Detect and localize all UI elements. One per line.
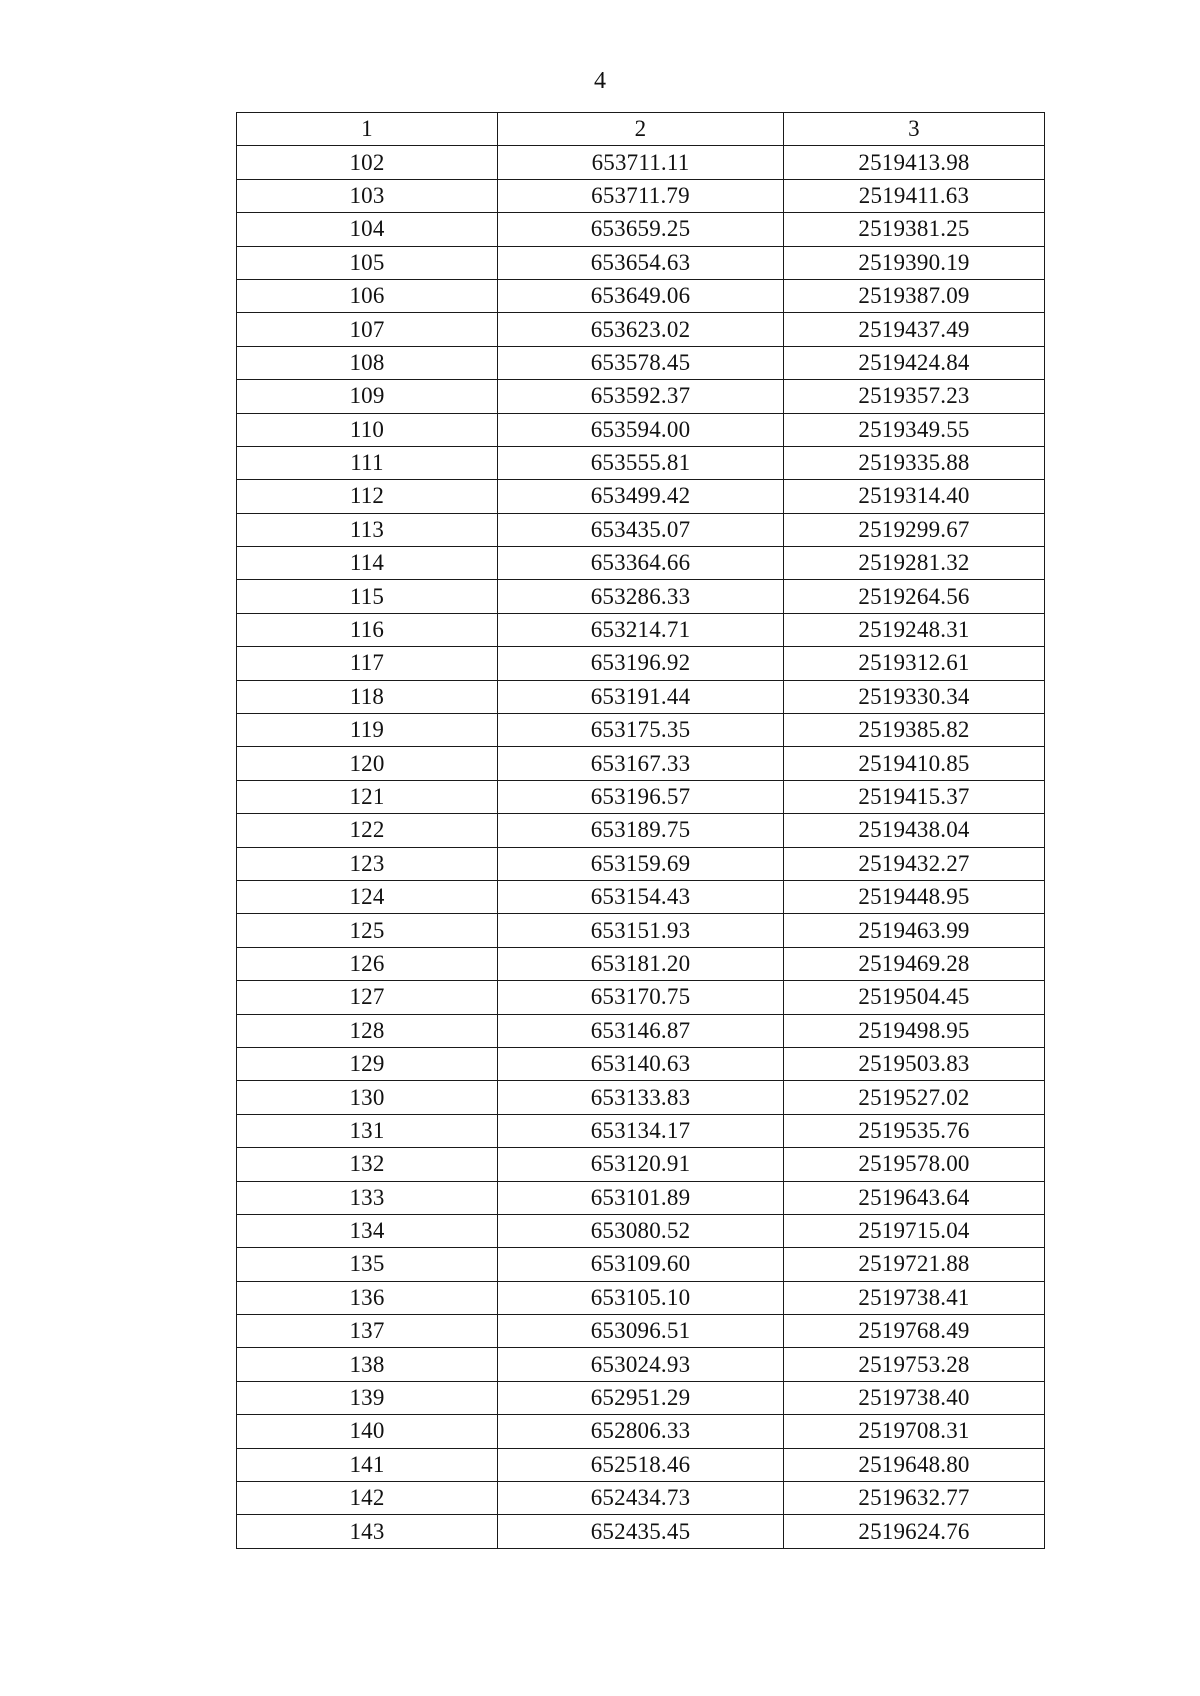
table-row — [237, 513, 1045, 546]
y-coordinate-cell: 2519248.31 — [784, 613, 1045, 646]
x-coordinate-cell: 653189.75 — [498, 814, 784, 847]
table-row — [237, 1148, 1045, 1181]
table-row — [237, 1415, 1045, 1448]
column-header-1: 1 — [237, 113, 498, 146]
x-coordinate-cell: 653214.71 — [498, 613, 784, 646]
x-coordinate-cell: 653578.45 — [498, 346, 784, 379]
point-number-cell: 102 — [237, 146, 498, 179]
y-coordinate-cell: 2519463.99 — [784, 914, 1045, 947]
point-number-cell: 130 — [237, 1081, 498, 1114]
y-coordinate-cell: 2519632.77 — [784, 1482, 1045, 1515]
point-number-cell: 109 — [237, 380, 498, 413]
y-coordinate-cell: 2519264.56 — [784, 580, 1045, 613]
point-number-cell: 125 — [237, 914, 498, 947]
x-coordinate-cell: 653024.93 — [498, 1348, 784, 1381]
x-coordinate-cell: 653499.42 — [498, 480, 784, 513]
x-coordinate-cell: 653175.35 — [498, 714, 784, 747]
table-row — [237, 413, 1045, 446]
point-number-cell: 140 — [237, 1415, 498, 1448]
point-number-cell: 123 — [237, 847, 498, 880]
y-coordinate-cell: 2519708.31 — [784, 1415, 1045, 1448]
point-number-cell: 126 — [237, 947, 498, 980]
point-number-cell: 117 — [237, 647, 498, 680]
x-coordinate-cell: 653101.89 — [498, 1181, 784, 1214]
point-number-cell: 132 — [237, 1148, 498, 1181]
point-number-cell: 111 — [237, 446, 498, 479]
coordinates-table — [236, 112, 1045, 1549]
y-coordinate-cell: 2519381.25 — [784, 213, 1045, 246]
y-coordinate-cell: 2519503.83 — [784, 1047, 1045, 1080]
x-coordinate-cell: 652951.29 — [498, 1381, 784, 1414]
point-number-cell: 124 — [237, 880, 498, 913]
y-coordinate-cell: 2519648.80 — [784, 1448, 1045, 1481]
y-coordinate-cell: 2519504.45 — [784, 981, 1045, 1014]
x-coordinate-cell: 652434.73 — [498, 1482, 784, 1515]
y-coordinate-cell: 2519715.04 — [784, 1214, 1045, 1247]
y-coordinate-cell: 2519721.88 — [784, 1248, 1045, 1281]
x-coordinate-cell: 653120.91 — [498, 1148, 784, 1181]
point-number-cell: 103 — [237, 179, 498, 212]
table-row — [237, 1181, 1045, 1214]
y-coordinate-cell: 2519578.00 — [784, 1148, 1045, 1181]
y-coordinate-cell: 2519753.28 — [784, 1348, 1045, 1381]
point-number-cell: 112 — [237, 480, 498, 513]
x-coordinate-cell: 653649.06 — [498, 279, 784, 312]
table-row — [237, 1381, 1045, 1414]
table-row — [237, 1482, 1045, 1515]
table-row — [237, 1348, 1045, 1381]
y-coordinate-cell: 2519438.04 — [784, 814, 1045, 847]
y-coordinate-cell: 2519624.76 — [784, 1515, 1045, 1548]
table-row — [237, 914, 1045, 947]
y-coordinate-cell: 2519281.32 — [784, 547, 1045, 580]
point-number-cell: 106 — [237, 279, 498, 312]
table-row — [237, 313, 1045, 346]
y-coordinate-cell: 2519330.34 — [784, 680, 1045, 713]
table-row — [237, 1248, 1045, 1281]
table-row — [237, 814, 1045, 847]
point-number-cell: 110 — [237, 413, 498, 446]
x-coordinate-cell: 653623.02 — [498, 313, 784, 346]
x-coordinate-cell: 653146.87 — [498, 1014, 784, 1047]
table-row — [237, 480, 1045, 513]
table-row — [237, 1047, 1045, 1080]
x-coordinate-cell: 653196.57 — [498, 780, 784, 813]
x-coordinate-cell: 652435.45 — [498, 1515, 784, 1548]
y-coordinate-cell: 2519527.02 — [784, 1081, 1045, 1114]
table-row — [237, 780, 1045, 813]
y-coordinate-cell: 2519448.95 — [784, 880, 1045, 913]
table-row — [237, 580, 1045, 613]
x-coordinate-cell: 653151.93 — [498, 914, 784, 947]
column-header-3: 3 — [784, 113, 1045, 146]
point-number-cell: 121 — [237, 780, 498, 813]
table-row — [237, 246, 1045, 279]
table-row — [237, 179, 1045, 212]
column-header-2: 2 — [498, 113, 784, 146]
x-coordinate-cell: 653134.17 — [498, 1114, 784, 1147]
table-row — [237, 1014, 1045, 1047]
y-coordinate-cell: 2519738.40 — [784, 1381, 1045, 1414]
point-number-cell: 107 — [237, 313, 498, 346]
y-coordinate-cell: 2519299.67 — [784, 513, 1045, 546]
y-coordinate-cell: 2519432.27 — [784, 847, 1045, 880]
y-coordinate-cell: 2519390.19 — [784, 246, 1045, 279]
table-row — [237, 847, 1045, 880]
point-number-cell: 133 — [237, 1181, 498, 1214]
point-number-cell: 135 — [237, 1248, 498, 1281]
table-row — [237, 680, 1045, 713]
point-number-cell: 131 — [237, 1114, 498, 1147]
table-header — [237, 113, 1045, 146]
x-coordinate-cell: 653181.20 — [498, 947, 784, 980]
y-coordinate-cell: 2519357.23 — [784, 380, 1045, 413]
point-number-cell: 116 — [237, 613, 498, 646]
table-row — [237, 880, 1045, 913]
point-number-cell: 120 — [237, 747, 498, 780]
x-coordinate-cell: 653711.11 — [498, 146, 784, 179]
table-row — [237, 1515, 1045, 1548]
point-number-cell: 119 — [237, 714, 498, 747]
page-number: 4 — [594, 68, 606, 94]
x-coordinate-cell: 653105.10 — [498, 1281, 784, 1314]
point-number-cell: 114 — [237, 547, 498, 580]
table-row — [237, 346, 1045, 379]
y-coordinate-cell: 2519738.41 — [784, 1281, 1045, 1314]
x-coordinate-cell: 653364.66 — [498, 547, 784, 580]
x-coordinate-cell: 653555.81 — [498, 446, 784, 479]
x-coordinate-cell: 653191.44 — [498, 680, 784, 713]
x-coordinate-cell: 653711.79 — [498, 179, 784, 212]
x-coordinate-cell: 653080.52 — [498, 1214, 784, 1247]
table-row — [237, 213, 1045, 246]
y-coordinate-cell: 2519335.88 — [784, 446, 1045, 479]
header-row — [237, 113, 1045, 146]
table-row — [237, 279, 1045, 312]
table-row — [237, 613, 1045, 646]
point-number-cell: 105 — [237, 246, 498, 279]
table-row — [237, 947, 1045, 980]
y-coordinate-cell: 2519498.95 — [784, 1014, 1045, 1047]
point-number-cell: 108 — [237, 346, 498, 379]
x-coordinate-cell: 653592.37 — [498, 380, 784, 413]
y-coordinate-cell: 2519437.49 — [784, 313, 1045, 346]
x-coordinate-cell: 652518.46 — [498, 1448, 784, 1481]
table-row — [237, 1315, 1045, 1348]
x-coordinate-cell: 652806.33 — [498, 1415, 784, 1448]
x-coordinate-cell: 653654.63 — [498, 246, 784, 279]
point-number-cell: 141 — [237, 1448, 498, 1481]
x-coordinate-cell: 653594.00 — [498, 413, 784, 446]
y-coordinate-cell: 2519312.61 — [784, 647, 1045, 680]
point-number-cell: 113 — [237, 513, 498, 546]
table-row — [237, 714, 1045, 747]
table-row — [237, 380, 1045, 413]
point-number-cell: 134 — [237, 1214, 498, 1247]
x-coordinate-cell: 653109.60 — [498, 1248, 784, 1281]
point-number-cell: 142 — [237, 1482, 498, 1515]
x-coordinate-cell: 653154.43 — [498, 880, 784, 913]
point-number-cell: 118 — [237, 680, 498, 713]
point-number-cell: 129 — [237, 1047, 498, 1080]
point-number-cell: 122 — [237, 814, 498, 847]
point-number-cell: 115 — [237, 580, 498, 613]
point-number-cell: 137 — [237, 1315, 498, 1348]
point-number-cell: 128 — [237, 1014, 498, 1047]
x-coordinate-cell: 653096.51 — [498, 1315, 784, 1348]
x-coordinate-cell: 653159.69 — [498, 847, 784, 880]
y-coordinate-cell: 2519387.09 — [784, 279, 1045, 312]
table-row — [237, 747, 1045, 780]
x-coordinate-cell: 653659.25 — [498, 213, 784, 246]
y-coordinate-cell: 2519410.85 — [784, 747, 1045, 780]
table-row — [237, 1214, 1045, 1247]
x-coordinate-cell: 653133.83 — [498, 1081, 784, 1114]
table-row — [237, 146, 1045, 179]
x-coordinate-cell: 653286.33 — [498, 580, 784, 613]
table-row — [237, 1114, 1045, 1147]
y-coordinate-cell: 2519314.40 — [784, 480, 1045, 513]
point-number-cell: 143 — [237, 1515, 498, 1548]
x-coordinate-cell: 653435.07 — [498, 513, 784, 546]
table-row — [237, 446, 1045, 479]
y-coordinate-cell: 2519469.28 — [784, 947, 1045, 980]
point-number-cell: 139 — [237, 1381, 498, 1414]
table-row — [237, 981, 1045, 1014]
x-coordinate-cell: 653167.33 — [498, 747, 784, 780]
y-coordinate-cell: 2519768.49 — [784, 1315, 1045, 1348]
x-coordinate-cell: 653170.75 — [498, 981, 784, 1014]
table-row — [237, 1448, 1045, 1481]
y-coordinate-cell: 2519385.82 — [784, 714, 1045, 747]
table-body — [237, 146, 1045, 1548]
y-coordinate-cell: 2519415.37 — [784, 780, 1045, 813]
x-coordinate-cell: 653196.92 — [498, 647, 784, 680]
y-coordinate-cell: 2519411.63 — [784, 179, 1045, 212]
x-coordinate-cell: 653140.63 — [498, 1047, 784, 1080]
point-number-cell: 136 — [237, 1281, 498, 1314]
point-number-cell: 104 — [237, 213, 498, 246]
table-row — [237, 647, 1045, 680]
table-row — [237, 547, 1045, 580]
y-coordinate-cell: 2519424.84 — [784, 346, 1045, 379]
point-number-cell: 127 — [237, 981, 498, 1014]
y-coordinate-cell: 2519349.55 — [784, 413, 1045, 446]
y-coordinate-cell: 2519535.76 — [784, 1114, 1045, 1147]
point-number-cell: 138 — [237, 1348, 498, 1381]
table-row — [237, 1081, 1045, 1114]
y-coordinate-cell: 2519413.98 — [784, 146, 1045, 179]
table-row — [237, 1281, 1045, 1314]
y-coordinate-cell: 2519643.64 — [784, 1181, 1045, 1214]
